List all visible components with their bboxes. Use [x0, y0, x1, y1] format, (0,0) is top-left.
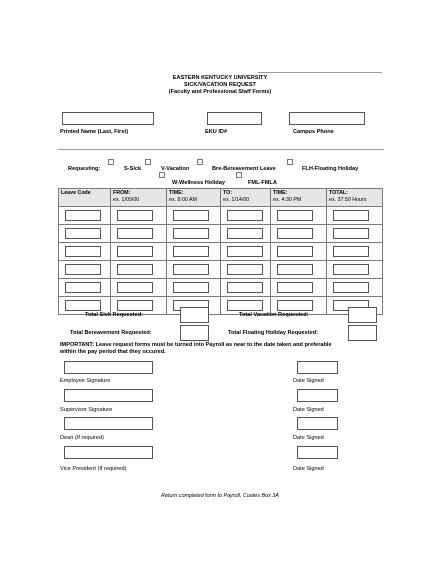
total-floating-label: Total Floating Holiday Requested: [228, 330, 319, 336]
employee-signature-input[interactable] [64, 361, 153, 374]
end-time-input[interactable] [277, 228, 313, 239]
total-sick-label: Total Sick Requested: [85, 312, 144, 318]
fmla-checkbox[interactable] [236, 172, 242, 178]
table-header-row [59, 189, 383, 207]
table-row [59, 279, 383, 297]
supervisor-date-input[interactable] [297, 389, 338, 402]
col-time-end: TIME: ex. 4:30 PM [271, 189, 327, 207]
vp-date-label: Date Signed [293, 466, 324, 472]
vp-signature-input[interactable] [64, 446, 153, 459]
from-date-input[interactable] [117, 282, 153, 293]
requesting-label: Requesting: [68, 166, 101, 172]
to-date-input[interactable] [227, 282, 263, 293]
bereavement-option-label: Bre-Bereavement Leave [212, 166, 276, 172]
from-date-input[interactable] [117, 264, 153, 275]
section-divider [58, 149, 384, 150]
printed-name-label: Printed Name (Last, First) [60, 129, 129, 135]
start-time-input[interactable] [173, 282, 209, 293]
employee-date-label: Date Signed [293, 378, 324, 384]
eku-id-input[interactable] [207, 112, 262, 125]
leave-table [58, 188, 383, 315]
total-hours-input[interactable] [333, 228, 369, 239]
dean-signature-input[interactable] [64, 417, 153, 430]
col-total: TOTAL: ex. 37.50 Hours [327, 189, 383, 207]
total-vacation-label: Total Vacation Requested: [239, 312, 309, 318]
from-date-input[interactable] [117, 210, 153, 221]
table-row [59, 243, 383, 261]
col-leave-code: Leave Code [59, 189, 111, 207]
supervisor-signature-label: Supervisor Signature [60, 407, 113, 413]
sick-checkbox[interactable] [108, 159, 114, 165]
total-floating-input[interactable] [348, 325, 377, 341]
employee-date-input[interactable] [297, 361, 338, 374]
footer-return-instructions: Return completed form to Payroll, Coates Box 3A [161, 493, 279, 499]
vacation-checkbox[interactable] [145, 159, 151, 165]
leave-code-input[interactable] [65, 264, 101, 275]
campus-phone-label: Campus Phone [293, 129, 334, 135]
dean-signature-label: Dean (If required) [60, 435, 104, 441]
from-date-input[interactable] [117, 228, 153, 239]
leave-code-input[interactable] [65, 210, 101, 221]
col-from: FROM: ex. 1/09/00 [111, 189, 167, 207]
from-date-input[interactable] [117, 246, 153, 257]
top-rule [258, 72, 382, 73]
leave-code-input[interactable] [65, 300, 101, 311]
col-to: TO: ex. 1/14/00 [221, 189, 271, 207]
to-date-input[interactable] [227, 228, 263, 239]
total-bereavement-label: Total Bereavement Requested: [70, 330, 152, 336]
table-row [59, 225, 383, 243]
bereavement-checkbox[interactable] [197, 159, 203, 165]
to-date-input[interactable] [227, 264, 263, 275]
form-subtitle: (Faculty and Professional Staff Forms) [168, 89, 272, 95]
floating-holiday-option-label: FLH-Floating Holiday [302, 166, 359, 172]
leave-code-input[interactable] [65, 282, 101, 293]
university-name: EASTERN KENTUCKY UNIVERSITY [172, 75, 268, 81]
start-time-input[interactable] [173, 228, 209, 239]
important-notice-line1: IMPORTANT: Leave request forms must be turned into Payroll as near to the date taken and preferable [60, 342, 332, 348]
leave-code-input[interactable] [65, 246, 101, 257]
total-hours-input[interactable] [333, 264, 369, 275]
vp-signature-label: Vice President (If required) [60, 466, 127, 472]
employee-signature-label: Employee Signature [60, 378, 111, 384]
end-time-input[interactable] [277, 282, 313, 293]
total-hours-input[interactable] [333, 282, 369, 293]
total-sick-input[interactable] [180, 307, 209, 323]
start-time-input[interactable] [173, 246, 209, 257]
total-hours-input[interactable] [333, 210, 369, 221]
table-row [59, 261, 383, 279]
wellness-option-label: W-Wellness Holiday [172, 180, 225, 186]
vp-date-input[interactable] [297, 446, 338, 459]
total-vacation-input[interactable] [348, 307, 377, 323]
eku-id-label: EKU ID# [205, 129, 228, 135]
to-date-input[interactable] [227, 246, 263, 257]
to-date-input[interactable] [227, 210, 263, 221]
form-title: SICK/VACATION REQUEST [184, 82, 256, 88]
to-date-input[interactable] [227, 300, 263, 311]
vacation-option-label: V-Vacation [161, 166, 190, 172]
dean-date-input[interactable] [297, 417, 338, 430]
campus-phone-input[interactable] [289, 112, 365, 125]
total-bereavement-input[interactable] [180, 325, 209, 341]
end-time-input[interactable] [277, 246, 313, 257]
printed-name-input[interactable] [62, 112, 154, 125]
floating-holiday-checkbox[interactable] [287, 159, 293, 165]
important-notice-line2: within the pay period that they occured. [60, 349, 166, 355]
table-row [59, 207, 383, 225]
from-date-input[interactable] [117, 300, 153, 311]
end-time-input[interactable] [277, 210, 313, 221]
start-time-input[interactable] [173, 264, 209, 275]
col-time-start: TIME: ex. 8:00 AM [167, 189, 221, 207]
dean-date-label: Date Signed [293, 435, 324, 441]
supervisor-signature-input[interactable] [64, 389, 153, 402]
end-time-input[interactable] [277, 300, 313, 311]
fmla-option-label: FML-FMLA [248, 180, 277, 186]
sick-option-label: S-Sick [124, 166, 142, 172]
wellness-checkbox[interactable] [159, 172, 165, 178]
end-time-input[interactable] [277, 264, 313, 275]
total-hours-input[interactable] [333, 246, 369, 257]
start-time-input[interactable] [173, 210, 209, 221]
supervisor-date-label: Date Signed [293, 407, 324, 413]
leave-code-input[interactable] [65, 228, 101, 239]
